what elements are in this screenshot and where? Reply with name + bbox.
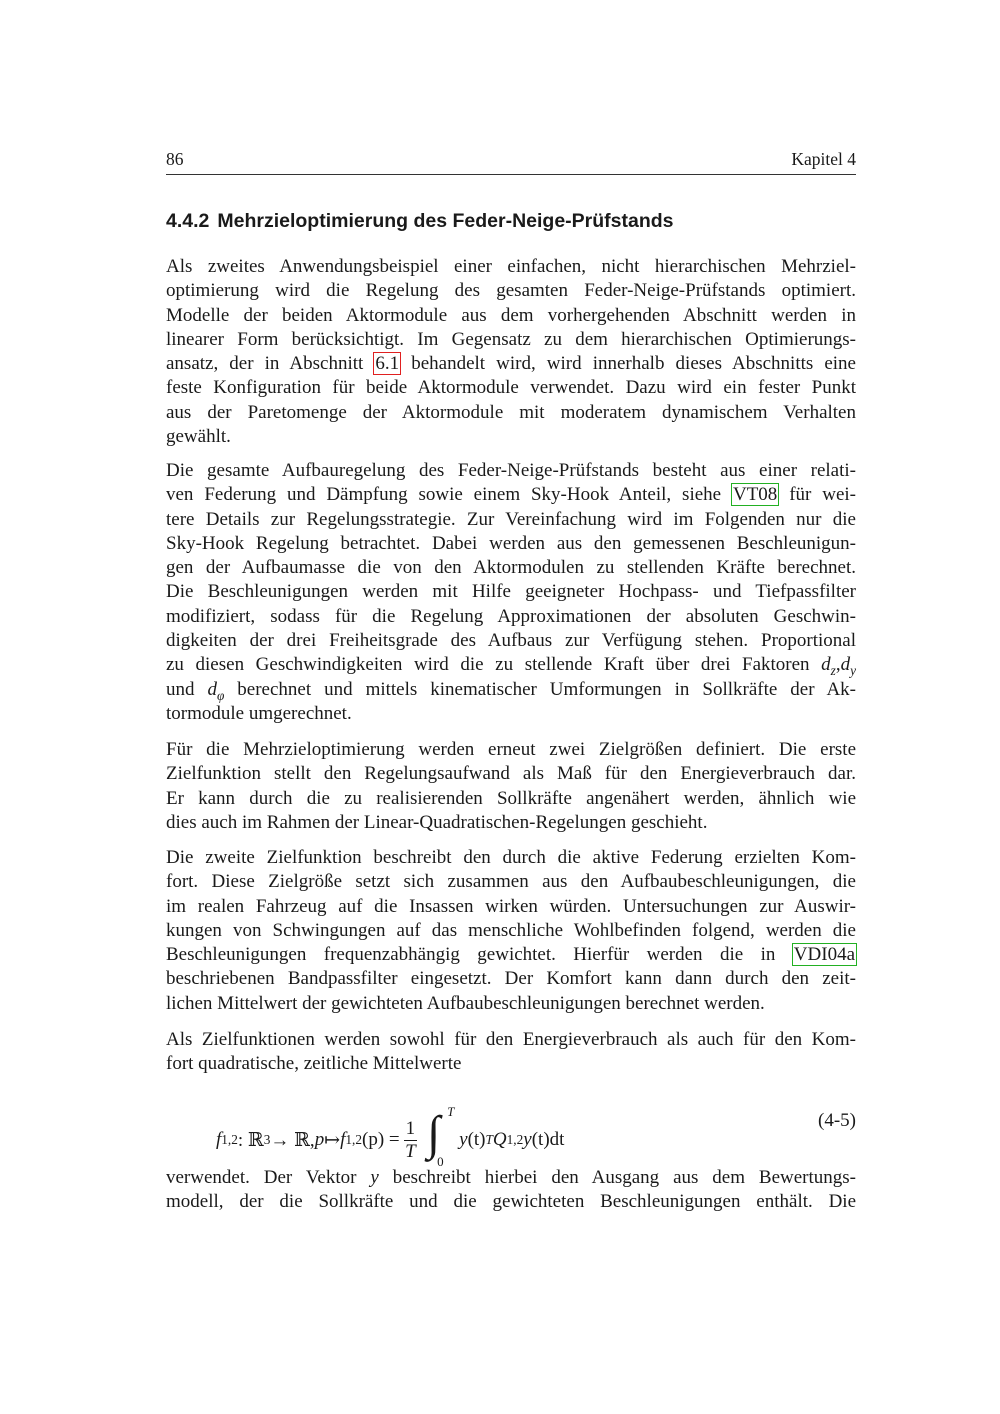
text-segment: behandelt wird, wird innerhalb dieses Abschnitts eine: [400, 353, 856, 375]
text-line: Er kann durch die zu realisierenden Sollkräfte angenähert werden, ähnlich wie: [166, 787, 856, 809]
math-dphi: $d_\varphi$: [207, 678, 225, 703]
text-line: dies auch im Rahmen der Linear-Quadratischen-Regelungen geschieht.: [166, 811, 708, 833]
section-heading: [166, 210, 856, 233]
citation-link[interactable]: VDI04a: [793, 944, 855, 966]
section-title: Mehrzieloptimierung des Feder-Neige-Prüfstands: [217, 210, 674, 232]
math-dz: $d_z$: [821, 654, 836, 679]
text-line: digkeiten der drei Freiheitsgrade des Aufbaus zur Verfügung stehen. Proportional: [166, 630, 856, 652]
text-line: optimierung wird die Regelung des gesamten Feder-Neige-Prüfstands optimiert.: [166, 280, 856, 302]
page-number: 86: [166, 149, 184, 169]
paragraph-4: [166, 846, 856, 1016]
text-line: [166, 943, 856, 967]
text-line: Für die Mehrzieloptimierung werden erneut zwei Zielgrößen definiert. Die erste: [166, 739, 856, 760]
text-line: modifiziert, sodass für die Regelung Approximationen der absoluten Geschwin-: [166, 605, 856, 627]
text-segment: Beschleunigungen frequenzabhängig gewichtet. Hierfür werden die in: [166, 944, 793, 966]
chapter-label: Kapitel 4: [791, 149, 856, 169]
text-segment: und: [166, 678, 208, 700]
text-line: [166, 678, 856, 702]
equation-number: (4-5): [818, 1110, 856, 1131]
text-line: gen der Aufbaumasse die von den Aktormodulen zu stellenden Kräfte berechnet.: [166, 557, 856, 579]
text-line: lichen Mittelwert der gewichteten Aufbaubeschleunigungen berechnet werden.: [166, 992, 765, 1014]
equation-4-5: [166, 1092, 856, 1169]
text-line: [166, 1166, 856, 1190]
math-dy: $d_y$: [840, 654, 857, 679]
citation-link[interactable]: VT08: [732, 484, 778, 506]
running-header: [166, 149, 856, 175]
text-line: Die Beschleunigungen werden mit Hilfe geeigneter Hochpass- und Tiefpassfilter: [166, 581, 856, 603]
text-segment: berechnet und mittels kinematischer Umformungen in Sollkräfte der Ak-: [224, 678, 856, 700]
math-var-y: y: [370, 1167, 379, 1188]
section-reference-link[interactable]: 6.1: [375, 353, 400, 375]
paragraph-3: [166, 738, 856, 835]
paragraph-5: [166, 1028, 856, 1077]
text-line: feste Konfiguration für beide Aktormodule verwendet. Dazu wird ein fester Punkt: [166, 377, 856, 399]
text-segment: für wei-: [778, 484, 856, 506]
text-segment: zu diesen Geschwindigkeiten wird die zu stellende Kraft über drei Faktoren: [166, 654, 810, 676]
text-segment: der die Sollkräfte und die gewichteten Beschleunigungen enthält. Die: [239, 1191, 856, 1213]
text-line: gewählt.: [166, 426, 231, 448]
text-segment: ansatz, der in Abschnitt: [166, 353, 375, 375]
text-line: Modelle der beiden Aktormodule aus dem vorhergehenden Abschnitt werden in: [166, 304, 856, 326]
text-line: fort. Diese Zielgröße setzt sich zusammen aus den Aufbaubeschleunigungen, die: [166, 871, 856, 893]
text-line: Die gesamte Aufbauregelung des Feder-Neige-Prüfstands besteht aus einer relati-: [166, 460, 856, 481]
equation-formula: f 1,2 : ℝ 3 → ℝ, p ↦ f 1,2 (p) = $\frac{1}{T}$ ∫ T 0 y (t) T Q 1,2 y (t)dt: [216, 1104, 565, 1169]
text-line: tere Details zur Regelungsstrategie. Zur Vereinfachung wird im Folgenden nur die: [166, 508, 856, 530]
paragraph-2: [166, 459, 856, 726]
text-line: aus der Paretomenge der Aktormodule mit moderatem dynamischem Verhalten: [166, 401, 856, 423]
text-segment: ven Federung und Dämpfung sowie einem Sky-Hook Anteil, siehe: [166, 484, 732, 506]
text-line: beschriebenen Bandpassfilter eingesetzt. Der Komfort kann dann durch den zeit-: [166, 968, 856, 990]
text-line: Als Zielfunktionen werden sowohl für den Energieverbrauch als auch für den Kom-: [166, 1029, 856, 1050]
text-line: im realen Fahrzeug auf die Insassen wirken würden. Untersuchungen zur Auswir-: [166, 895, 856, 917]
text-line: Zielfunktion stellt den Regelungsaufwand als Maß für den Energieverbrauch dar.: [166, 763, 856, 785]
text-line: kungen von Schwingungen auf das menschliche Wohlbefinden folgend, werden die: [166, 919, 856, 941]
text-line: zu diesen Geschwindigkeiten wird die zu stellende Kraft über drei Faktoren $d_z,d_y$: [166, 654, 857, 679]
text-segment: beschreibt hierbei den Ausgang aus dem Bewertungs-: [378, 1167, 857, 1188]
text-line: Sky-Hook Regelung betrachtet. Dabei werden aus den gemessenen Beschleunigun-: [166, 532, 856, 554]
text-line: Die zweite Zielfunktion beschreibt den durch die aktive Federung erzielten Kom-: [166, 847, 856, 868]
text-line: fort quadratische, zeitliche Mittelwerte: [166, 1053, 462, 1075]
text-line: [166, 1190, 856, 1214]
text-line: Als zweites Anwendungsbeispiel einer einfachen, nicht hierarchischen Mehrziel-: [166, 256, 856, 277]
fraction: $\frac{1}{T}$: [405, 1117, 416, 1162]
text-line: tormodule umgerechnet.: [166, 702, 352, 724]
integral-sign: ∫ T 0: [427, 1104, 455, 1169]
text-line: [166, 352, 856, 376]
section-number: 4.4.2: [166, 210, 210, 232]
text-line: [166, 483, 856, 507]
text-line: linearer Form berücksichtigt. Im Gegensatz zu dem hierarchischen Optimierungs-: [166, 328, 856, 350]
text-segment: modell,: [166, 1191, 240, 1213]
paragraph-6: [166, 1166, 856, 1215]
text-segment: verwendet. Der Vektor: [166, 1167, 371, 1188]
paragraph-1: [166, 255, 856, 449]
